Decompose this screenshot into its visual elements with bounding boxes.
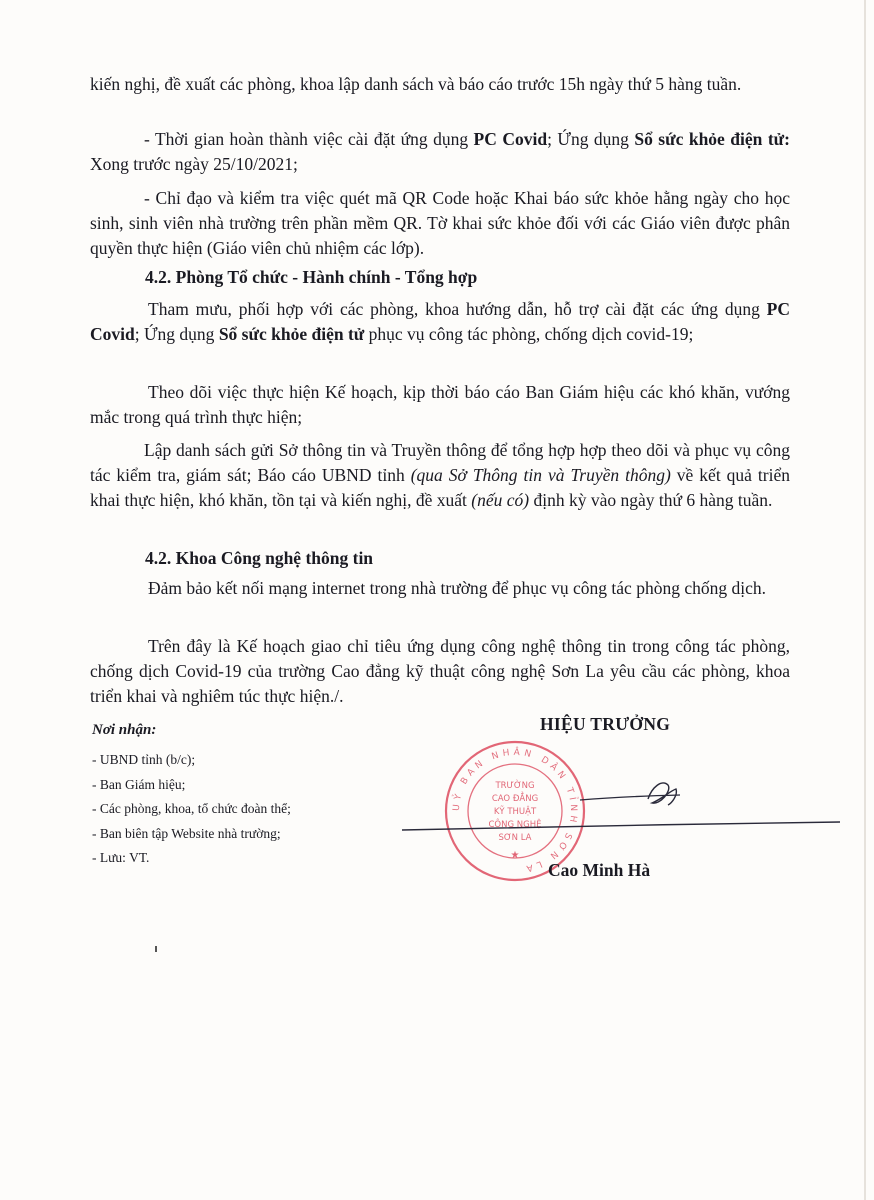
bold-run: PC Covid (473, 129, 548, 149)
text-run: - Thời gian hoàn thành việc cài đặt ứng dụng (144, 129, 474, 149)
paragraph-text: Theo dõi việc thực hiện Kế hoạch, kịp thời báo cáo Ban Giám hiệu các khó khăn, vướng mắc trong quá trình thực hiện; (90, 382, 790, 427)
italic-run: (nếu có) (471, 490, 530, 510)
text-run: Xong trước ngày 25/10/2021; (90, 154, 298, 174)
text-run: phục vụ công tác phòng, chống dịch covid-19; (364, 324, 694, 344)
recipient-item: - Lưu: VT. (92, 850, 150, 865)
paragraph-text: - Chỉ đạo và kiểm tra việc quét mã QR Code hoặc Khai báo sức khỏe hằng ngày cho học sinh, sinh viên nhà trường trên phần mềm QR. Tờ khai sức khỏe đối với các Giáo viên được phân quyền thực hiện (Giáo viên chủ nhiệm các lớp). (90, 188, 790, 258)
bold-run: Sổ sức khỏe điện tử (218, 324, 365, 344)
recipient-item: - Ban biên tập Website nhà trường; (92, 825, 281, 841)
recipient-item: - Các phòng, khoa, tổ chức đoàn thể; (92, 801, 291, 816)
handwritten-signature (400, 775, 845, 835)
recipients-title: Nơi nhận: (92, 722, 157, 738)
stamp-line: KỸ THUẬT (493, 807, 537, 817)
text-run: về kết quả triển khai thực hiện, khó khăn, tồn tại và kiến nghị, đề xuất (90, 465, 790, 510)
stamp-line: CÔNG NGHỆ (488, 820, 542, 830)
section-heading-admin: 4.2. Phòng Tổ chức - Hành chính - Tổng hợp (145, 267, 478, 287)
recipients-list (92, 748, 291, 871)
text-run: ; Ứng dụng (134, 324, 219, 344)
paragraph-text: Trên đây là Kế hoạch giao chỉ tiêu ứng dụng công nghệ thông tin trong công tác phòng, chống dịch Covid-19 của trường Cao đẳng kỹ thuật công nghệ Sơn La yêu cầu các phòng, khoa triển khai và nghiêm túc thực hiện./. (90, 636, 790, 706)
stamp-line: CAO ĐẲNG (491, 794, 539, 804)
bold-run: PC Covid (90, 299, 790, 344)
bold-run: Sổ sức khỏe điện tử: (634, 129, 790, 149)
paragraph-qr-check (90, 186, 790, 261)
stamp-ring-text: UỶ BAN NHÂN DÂN TỈNH SƠN LA (451, 747, 579, 874)
recipient-item: - UBND tỉnh (b/c); (92, 752, 196, 767)
paragraph-text: Đảm bảo kết nối mạng internet trong nhà trường để phục vụ công tác phòng chống dịch. (148, 578, 766, 598)
paragraph-text: kiến nghị, đề xuất các phòng, khoa lập danh sách và báo cáo trước 15h ngày thứ 5 hàng tuần. (90, 74, 742, 94)
text-run: Lập danh sách gửi Sở thông tin và Truyền thông để tổng hợp hợp theo dõi và phục vụ công tác kiểm tra, giám sát; Báo cáo UBND tỉnh (90, 440, 790, 485)
paragraph-continuation (90, 72, 790, 97)
text-run: Tham mưu, phối hợp với các phòng, khoa hướng dẫn, hỗ trợ cài đặt các ứng dụng (148, 299, 767, 319)
signer-title: HIỆU TRƯỞNG (540, 714, 671, 734)
paragraph-deadline (90, 127, 790, 177)
paragraph-report (90, 438, 790, 513)
section-heading-it: 4.2. Khoa Công nghệ thông tin (145, 548, 374, 568)
paragraph-advise (90, 297, 790, 347)
text-run: ; Ứng dụng (547, 129, 635, 149)
page-edge (864, 0, 866, 1200)
stamp-line: SƠN LA (498, 833, 532, 843)
svg-text:★: ★ (510, 850, 520, 861)
paragraph-monitor (90, 380, 790, 430)
italic-run: (qua Sở Thông tin và Truyền thông) (410, 465, 671, 485)
recipient-item: - Ban Giám hiệu; (92, 776, 186, 792)
paragraph-conclusion (90, 634, 790, 709)
text-run: định kỳ vào ngày thứ 6 hàng tuần. (529, 490, 773, 510)
signer-name: Cao Minh Hà (548, 860, 651, 880)
stamp-line: TRƯỜNG (495, 781, 535, 791)
paragraph-internet (90, 576, 790, 601)
scan-mark (155, 946, 157, 952)
